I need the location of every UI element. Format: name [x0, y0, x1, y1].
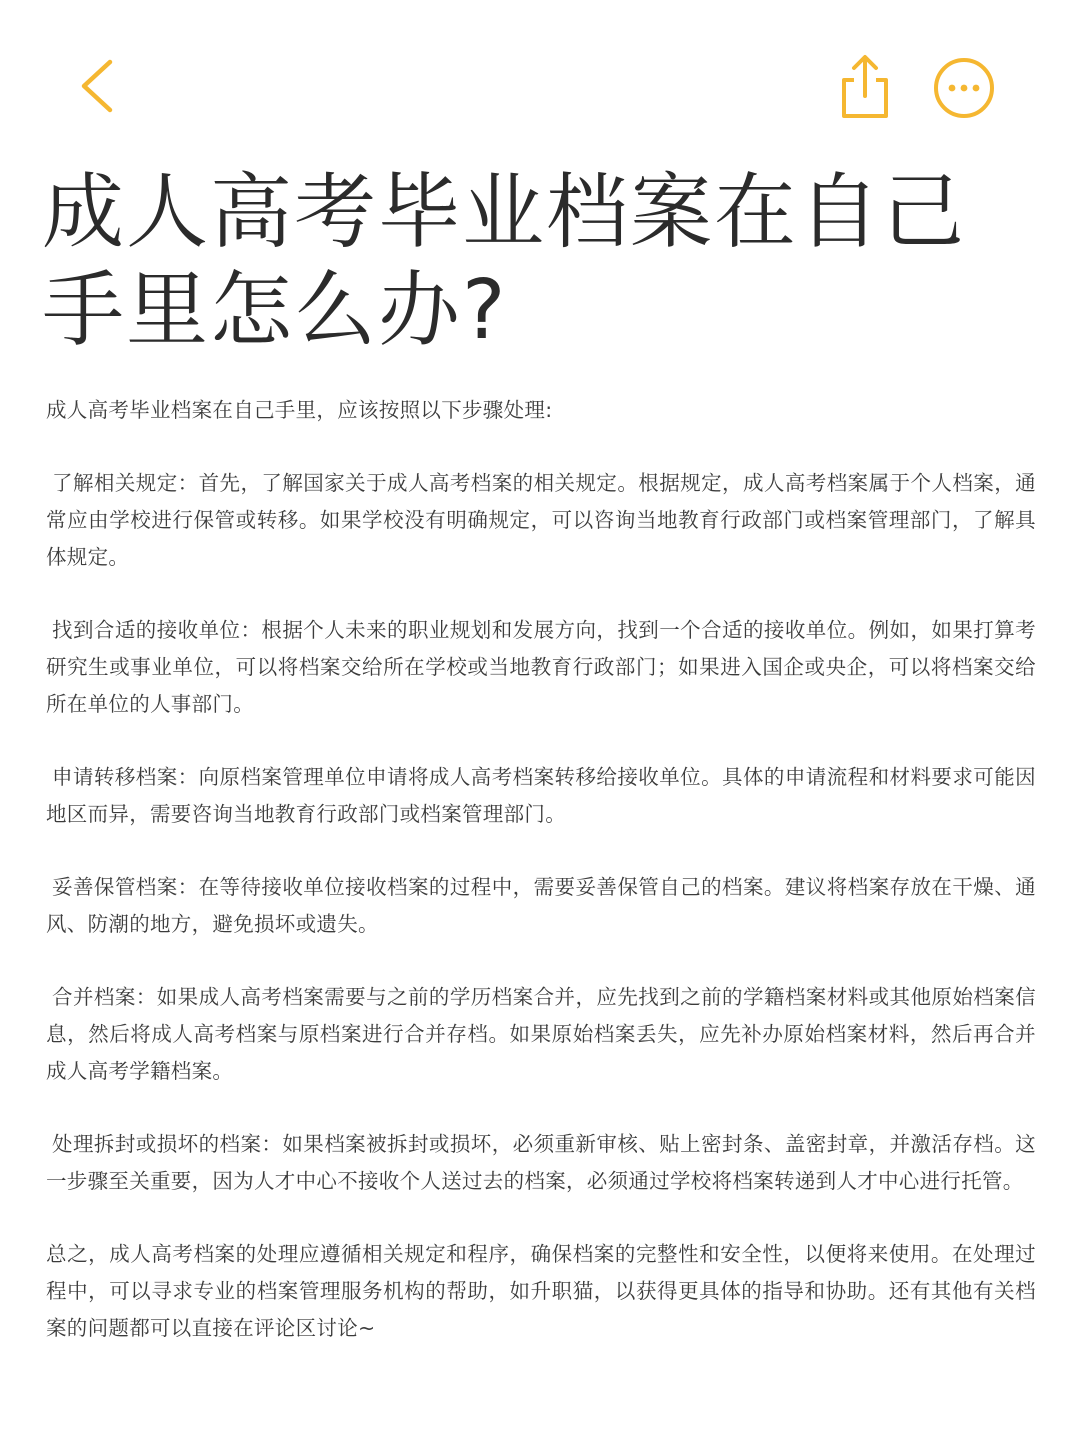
- more-options-icon: [932, 56, 996, 120]
- share-icon: [834, 52, 896, 122]
- step-safekeeping: 妥善保管档案：在等待接收单位接收档案的过程中，需要妥善保管自己的档案。建议将档案存放在干燥、通风、防潮的地方，避免损坏或遗失。: [46, 875, 1036, 936]
- step-rules: 了解相关规定：首先，了解国家关于成人高考档案的相关规定。根据规定，成人高考档案属于个人档案，通常应由学校进行保管或转移。如果学校没有明确规定，可以咨询当地教育行政部门或档案管理部门，了解具体规定。: [46, 471, 1036, 569]
- back-button[interactable]: [66, 54, 130, 118]
- chevron-left-icon: [66, 54, 130, 118]
- step-receiving-unit: 找到合适的接收单位：根据个人未来的职业规划和发展方向，找到一个合适的接收单位。例如，如果打算考研究生或事业单位，可以将档案交给所在学校或当地教育行政部门；如果进入国企或央企，可以将档案交给所在单位的人事部门。: [46, 618, 1036, 716]
- top-toolbar: [0, 0, 1080, 150]
- article-conclusion: 总之，成人高考档案的处理应遵循相关规定和程序，确保档案的完整性和安全性，以便将来使用。在处理过程中，可以寻求专业的档案管理服务机构的帮助，如升职猫，以获得更具体的指导和协助。还有其他有关档案的问题都可以直接在评论区讨论~: [46, 1242, 1036, 1340]
- article-body: [46, 392, 1036, 1383]
- step-merge-archives: 合并档案：如果成人高考档案需要与之前的学历档案合并，应先找到之前的学籍档案材料或其他原始档案信息，然后将成人高考档案与原档案进行合并存档。如果原始档案丢失，应先补办原始档案材料，然后再合并成人高考学籍档案。: [46, 985, 1036, 1083]
- share-button[interactable]: [834, 52, 896, 122]
- article-title: 成人高考毕业档案在自己手里怎么办?: [42, 165, 967, 358]
- step-transfer-application: 申请转移档案：向原档案管理单位申请将成人高考档案转移给接收单位。具体的申请流程和材料要求可能因地区而异，需要咨询当地教育行政部门或档案管理部门。: [46, 765, 1036, 826]
- more-options-button[interactable]: [932, 56, 996, 120]
- step-handle-damaged: 处理拆封或损坏的档案：如果档案被拆封或损坏，必须重新审核、贴上密封条、盖密封章，并激活存档。这一步骤至关重要，因为人才中心不接收个人送过去的档案，必须通过学校将档案转递到人才中心进行托管。: [46, 1132, 1036, 1193]
- article-intro: 成人高考毕业档案在自己手里，应该按照以下步骤处理:: [46, 398, 553, 422]
